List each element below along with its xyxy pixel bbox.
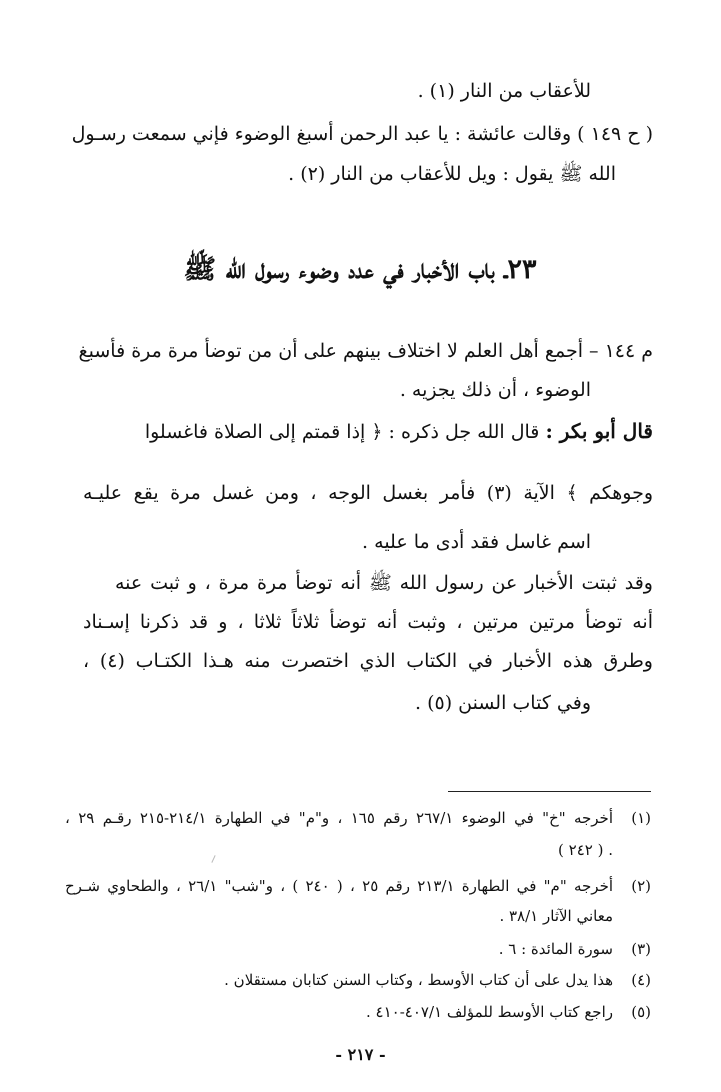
footnote-5-line-1: راجع كتاب الأوسط للمؤلف ٤٠٧/١-٤١٠ . (365, 1003, 613, 1021)
body-q-line-1-text: قال الله جل ذكره : ﴿ إذا قمتم إلى الصلاة فاغسلوا (144, 421, 540, 443)
body-p-line-2: أنه توضأ مرتين مرتين ، وثبت أنه توضأ ثلاثاً ثلاثا ، و قد ذكرنا إسـناد (83, 611, 653, 633)
footnote-number: (٢) (631, 877, 651, 895)
body-q-line-2: وجوهكم ﴾ الآية (٣) فأمر بغسل الوجه ، ومن غسل مرة يقع عليـه (83, 482, 653, 504)
body-m-line-2: الوضوء ، أن ذلك يجزيه . (399, 379, 591, 401)
chapter-heading: ٢٣ـ باب الأخبار في عدد وضوء رسول الله ﷺ (183, 254, 537, 285)
body-p-line-4: وفي كتاب السنن (٥) . (414, 692, 591, 714)
top-line-1: للأعقاب من النار (١) . (417, 80, 591, 102)
footnote-1-line-2: ( ٢٤٢ ) . (558, 841, 613, 859)
footnote-number: (٣) (631, 940, 651, 958)
footnote-2-line-1: أخرجه "م" في الطهارة ٢١٣/١ رقم ٢٥ ، ( ٢٤٠ ) ، و"شب" ٢٦/١ ، والطحاوي شـرح (65, 877, 614, 895)
footnote-number: (٤) (631, 971, 651, 989)
footnote-3-line-1: سورة المائدة : ٦ . (498, 940, 613, 958)
footnote-2-line-2: معاني الآثار ٣٨/١ . (499, 907, 613, 925)
body-p-line-1: وقد ثبتت الأخبار عن رسول الله ﷺ أنه توضأ مرة مرة ، و ثبت عنه (115, 572, 653, 594)
body-q-line-3: اسم غاسل فقد أدى ما عليه . (362, 531, 591, 553)
footnote-1-line-1: أخرجه "خ" في الوضوء ٢٦٧/١ رقم ١٦٥ ، و"م" في الطهارة ٢١٤/١-٢١٥ رقـم ٢٩ ، (65, 809, 613, 827)
top-line-2: ( ح ١٤٩ ) وقالت عائشة : يا عبد الرحمن أسبغ الوضوء فإني سمعت رسـول (71, 123, 653, 145)
body-m-line-1: م ١٤٤ – أجمع أهل العلم لا اختلاف بينهم على أن من توضأ مرة مرة فأسبغ (78, 340, 653, 362)
footnote-number: (٥) (631, 1003, 651, 1021)
footnote-number: (١) (631, 809, 651, 827)
page-number: - ٢١٧ - (335, 1045, 386, 1064)
body-p-line-3: وطرق هذه الأخبار في الكتاب الذي اختصرت منه هـذا الكتـاب (٤) ، (83, 650, 653, 672)
scan-mark (211, 855, 215, 863)
footnote-4-line-1: هذا يدل على أن كتاب الأوسط ، وكتاب السنن كتابان مستقلان . (224, 971, 613, 989)
footnote-separator (448, 791, 651, 792)
top-line-3: الله ﷺ يقول : ويل للأعقاب من النار (٢) . (288, 163, 616, 185)
abu-bakr-label: قال أبو بكر : (545, 419, 653, 443)
body-q-line-1 (83, 416, 653, 447)
